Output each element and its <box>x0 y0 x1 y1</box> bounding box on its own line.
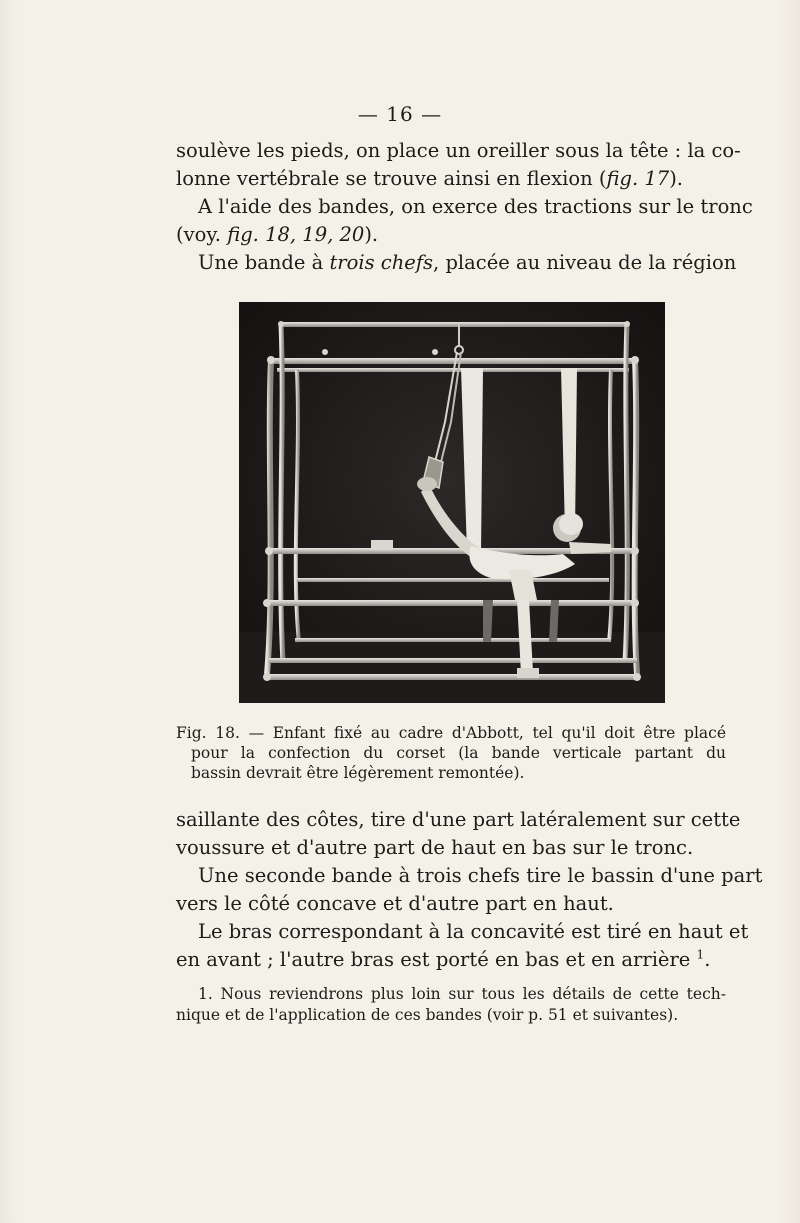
text-line: Une bande à trois chefs, placée au niveau de la région <box>198 251 737 274</box>
bottom-text-block <box>176 806 763 974</box>
footnote-line: 1. Nous reviendrons plus loin sur tous les détails de cette tech- <box>198 985 726 1003</box>
emphasis: trois chefs <box>329 251 434 274</box>
footnote-line: nique et de l'application de ces bandes (voir p. 51 et suivantes). <box>176 1006 679 1024</box>
top-text-block <box>176 137 753 277</box>
text-line: Le bras correspondant à la concavité est tiré en haut et <box>198 920 749 943</box>
page-number: — 16 — <box>357 102 443 126</box>
figure-caption <box>176 723 726 783</box>
caption-line: pour la confection du corset (la bande verticale partant du <box>191 744 726 762</box>
caption-line: Fig. 18. — Enfant fixé au cadre d'Abbott, tel qu'il doit être placé <box>176 724 726 742</box>
text-line: lonne vertébrale se trouve ainsi en flexion (fig. 17). <box>176 167 684 190</box>
text-line: soulève les pieds, on place un oreiller sous la tête : la co- <box>176 139 741 162</box>
text-line: en avant ; l'autre bras est porté en bas et en arrière $^1$. <box>176 947 711 971</box>
text-line: Une seconde bande à trois chefs tire le bassin d'une part <box>198 864 763 887</box>
text-line: saillante des côtes, tire d'une part latéralement sur cette <box>176 808 741 831</box>
caption-line: bassin devrait être légèrement remontée). <box>191 764 525 782</box>
figure-photograph <box>239 302 665 703</box>
figure-reference: fig. 17 <box>606 167 670 190</box>
figure-reference: fig. 18, 19, 20 <box>227 223 365 246</box>
text-line: A l'aide des bandes, on exerce des tractions sur le tronc <box>198 195 753 218</box>
footnote <box>176 984 726 1026</box>
footnote-marker: 1 <box>696 947 705 962</box>
abbott-frame-illustration <box>239 302 665 703</box>
text-line: voussure et d'autre part de haut en bas sur le tronc. <box>176 836 694 859</box>
text-line: (voy. fig. 18, 19, 20). <box>176 223 379 246</box>
text-line: vers le côté concave et d'autre part en haut. <box>176 892 614 915</box>
